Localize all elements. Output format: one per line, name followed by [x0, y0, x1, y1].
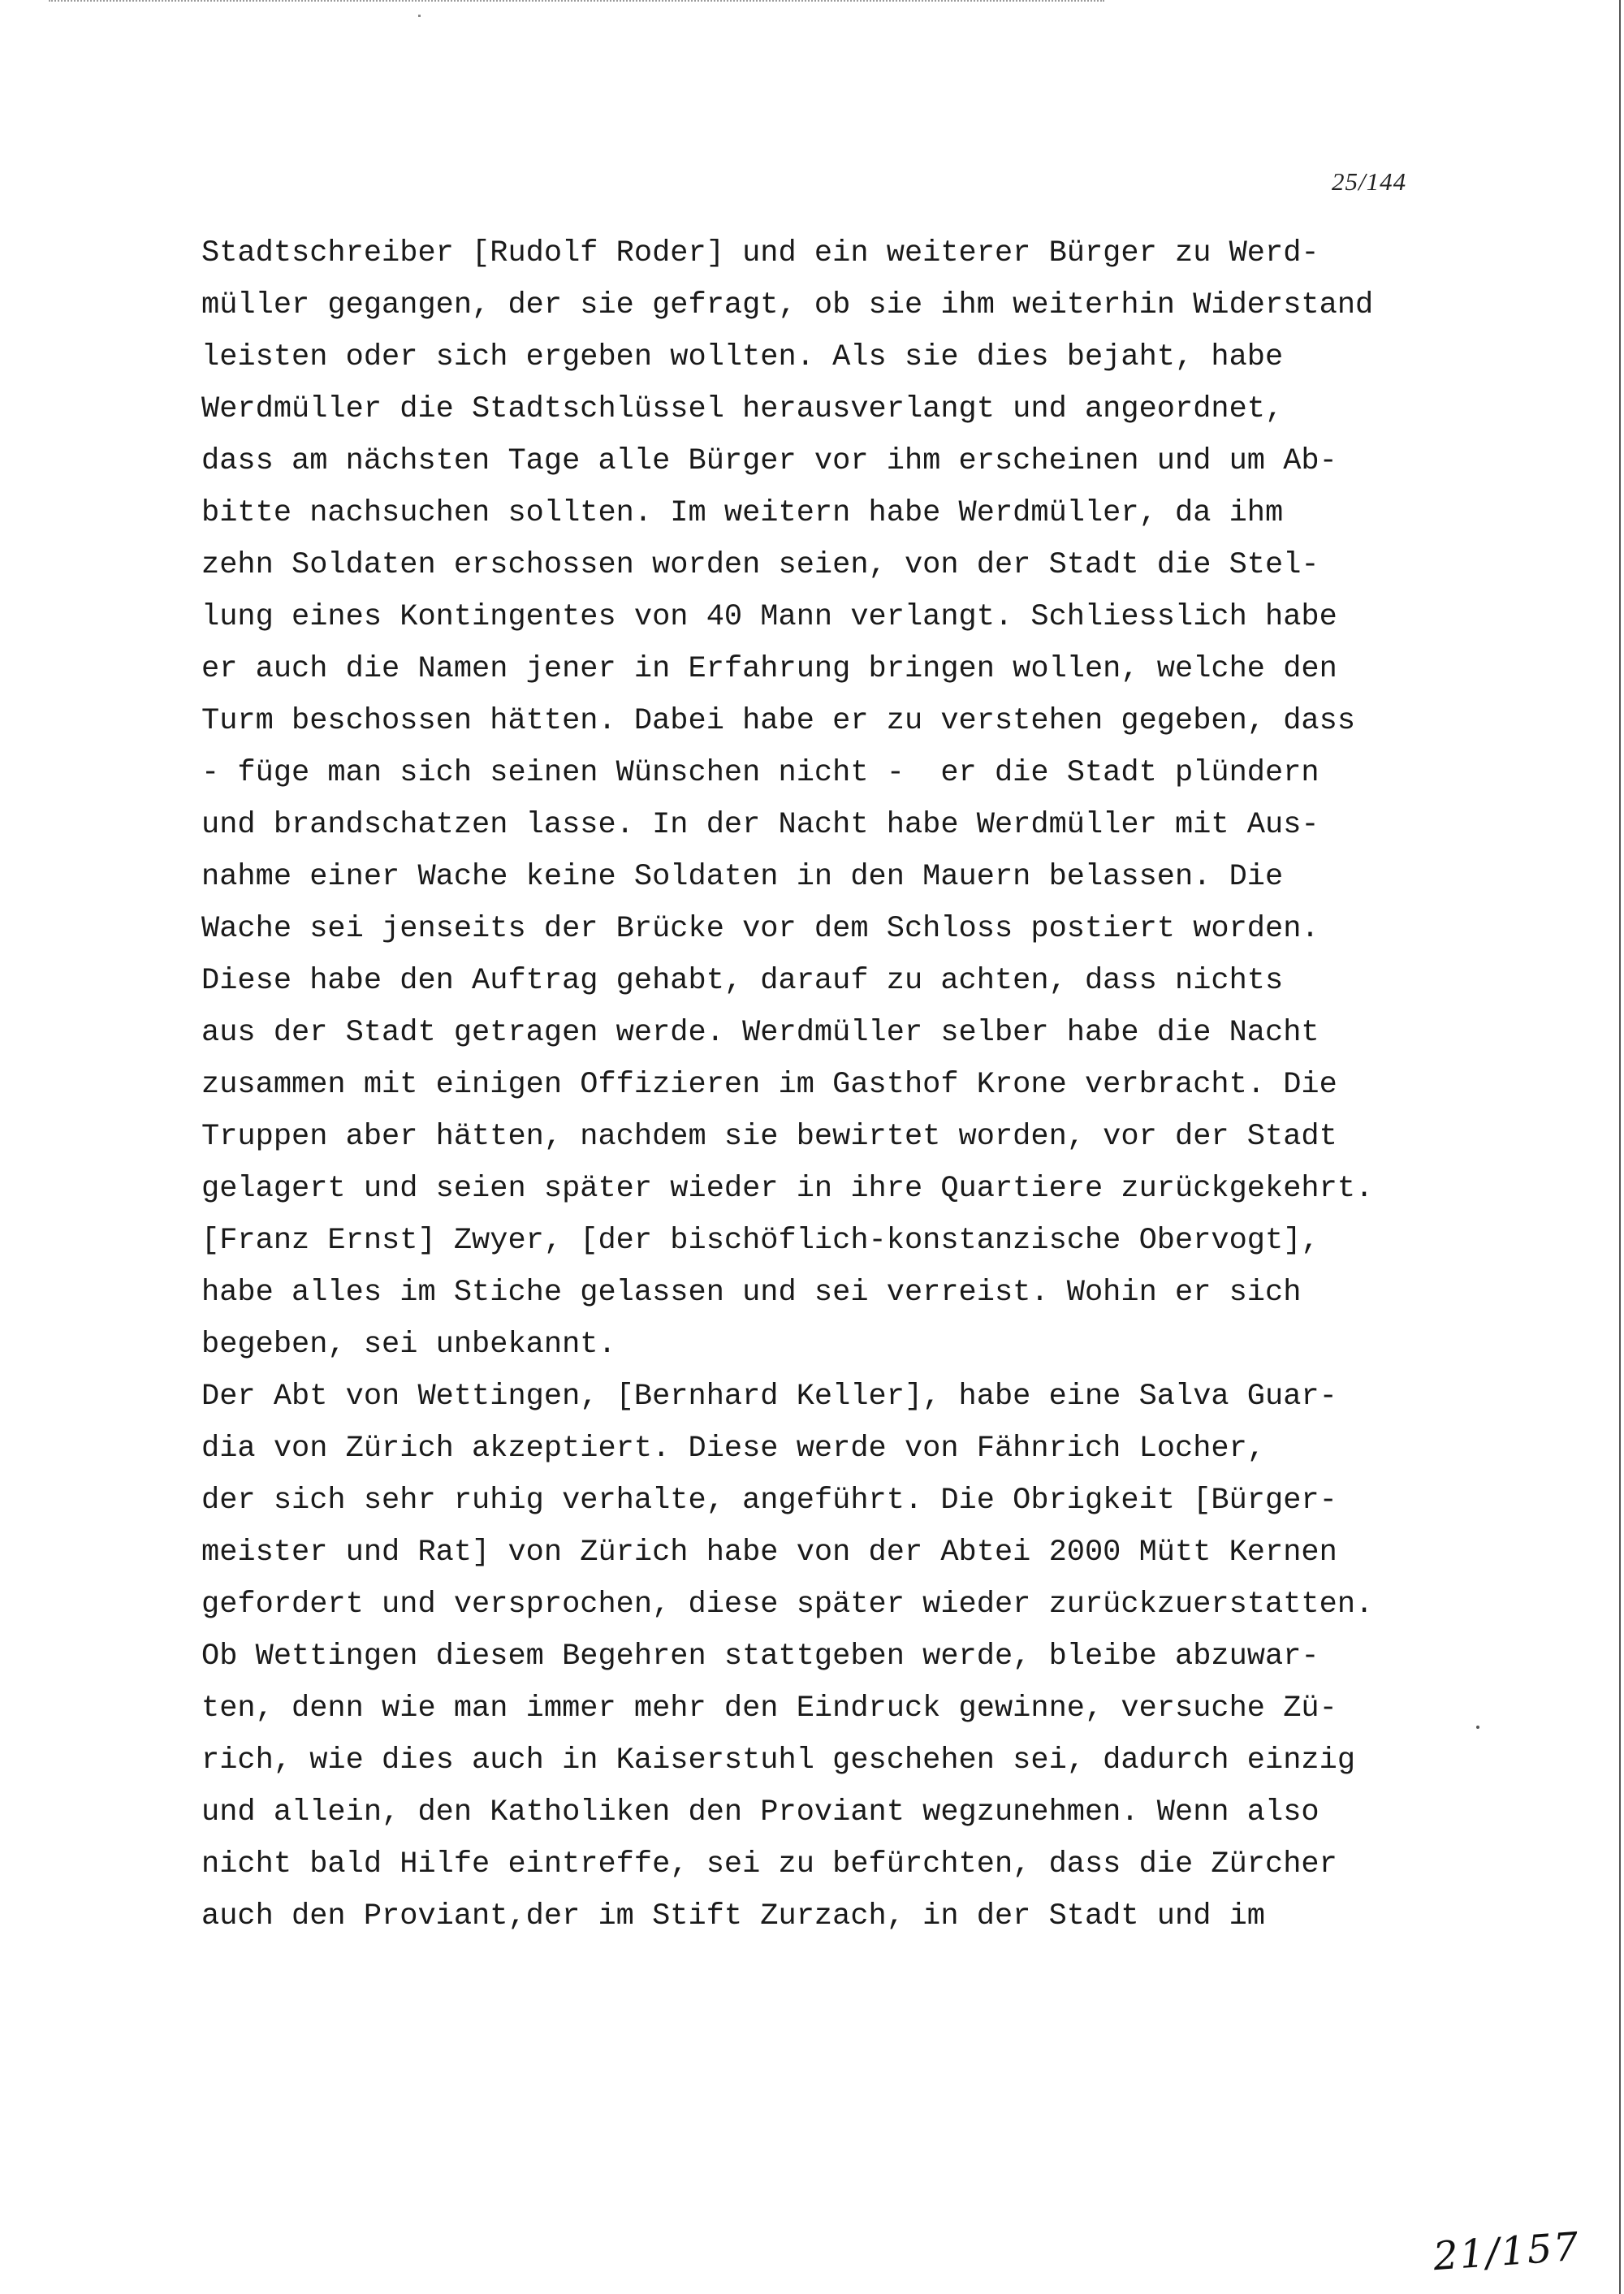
- text-line: habe alles im Stiche gelassen und sei verreist. Wohin er sich: [201, 1276, 1302, 1310]
- page-number: 25/144: [1332, 167, 1407, 196]
- page-edge-line: [1619, 0, 1621, 2294]
- text-line: Turm beschossen hätten. Dabei habe er zu verstehen gegeben, dass: [201, 704, 1356, 738]
- text-line: begeben, sei unbekannt.: [201, 1328, 616, 1362]
- text-line: ten, denn wie man immer mehr den Eindruck gewinne, versuche Zü-: [201, 1691, 1337, 1726]
- text-line: Der Abt von Wettingen, [Bernhard Keller], habe eine Salva Guar-: [201, 1380, 1337, 1414]
- text-line: auch den Proviant,der im Stift Zurzach, in der Stadt und im: [201, 1899, 1266, 1933]
- text-line: Stadtschreiber [Rudolf Roder] und ein weiterer Bürger zu Werd-: [201, 236, 1320, 270]
- scan-speck: [1476, 1726, 1479, 1729]
- text-line: müller gegangen, der sie gefragt, ob sie ihm weiterhin Widerstand: [201, 288, 1374, 322]
- text-line: und brandschatzen lasse. In der Nacht habe Werdmüller mit Aus-: [201, 808, 1320, 842]
- text-line: aus der Stadt getragen werde. Werdmüller selber habe die Nacht: [201, 1016, 1320, 1050]
- text-line: zusammen mit einigen Offizieren im Gasthof Krone verbracht. Die: [201, 1068, 1337, 1102]
- text-line: rich, wie dies auch in Kaiserstuhl geschehen sei, dadurch einzig: [201, 1743, 1356, 1778]
- text-line: Ob Wettingen diesem Begehren stattgeben werde, bleibe abzuwar-: [201, 1639, 1320, 1674]
- text-line: nicht bald Hilfe eintreffe, sei zu befürchten, dass die Zürcher: [201, 1847, 1337, 1881]
- text-line: der sich sehr ruhig verhalte, angeführt. Die Obrigkeit [Bürger-: [201, 1484, 1337, 1518]
- text-line: [Franz Ernst] Zwyer, [der bischöflich-konstanzische Obervogt],: [201, 1224, 1320, 1258]
- text-line: Truppen aber hätten, nachdem sie bewirtet worden, vor der Stadt: [201, 1120, 1337, 1154]
- text-line: Wache sei jenseits der Brücke vor dem Schloss postiert worden.: [201, 912, 1320, 946]
- handwritten-folio-number: 21/157: [1432, 2223, 1582, 2280]
- text-line: - füge man sich seinen Wünschen nicht - er die Stadt plündern: [201, 756, 1320, 790]
- text-line: bitte nachsuchen sollten. Im weitern habe Werdmüller, da ihm: [201, 496, 1284, 530]
- scan-artifact-top: [49, 0, 1104, 5]
- text-line: gefordert und versprochen, diese später wieder zurückzuerstatten.: [201, 1588, 1374, 1622]
- text-line: Werdmüller die Stadtschlüssel herausverlangt und angeordnet,: [201, 392, 1284, 426]
- scan-artifact-mark: [418, 15, 421, 17]
- text-line: lung eines Kontingentes von 40 Mann verlangt. Schliesslich habe: [201, 600, 1337, 634]
- text-line: Diese habe den Auftrag gehabt, darauf zu achten, dass nichts: [201, 964, 1284, 998]
- body-text: [201, 227, 1582, 1942]
- text-line: dass am nächsten Tage alle Bürger vor ihm erscheinen und um Ab-: [201, 444, 1337, 478]
- text-line: gelagert und seien später wieder in ihre Quartiere zurückgekehrt.: [201, 1172, 1374, 1206]
- text-line: meister und Rat] von Zürich habe von der Abtei 2000 Mütt Kernen: [201, 1536, 1337, 1570]
- text-line: und allein, den Katholiken den Proviant wegzunehmen. Wenn also: [201, 1795, 1320, 1830]
- text-line: dia von Zürich akzeptiert. Diese werde von Fähnrich Locher,: [201, 1432, 1266, 1466]
- text-line: leisten oder sich ergeben wollten. Als sie dies bejaht, habe: [201, 340, 1284, 374]
- text-line: er auch die Namen jener in Erfahrung bringen wollen, welche den: [201, 652, 1337, 686]
- text-line: nahme einer Wache keine Soldaten in den Mauern belassen. Die: [201, 860, 1284, 894]
- text-line: zehn Soldaten erschossen worden seien, von der Stadt die Stel-: [201, 548, 1320, 582]
